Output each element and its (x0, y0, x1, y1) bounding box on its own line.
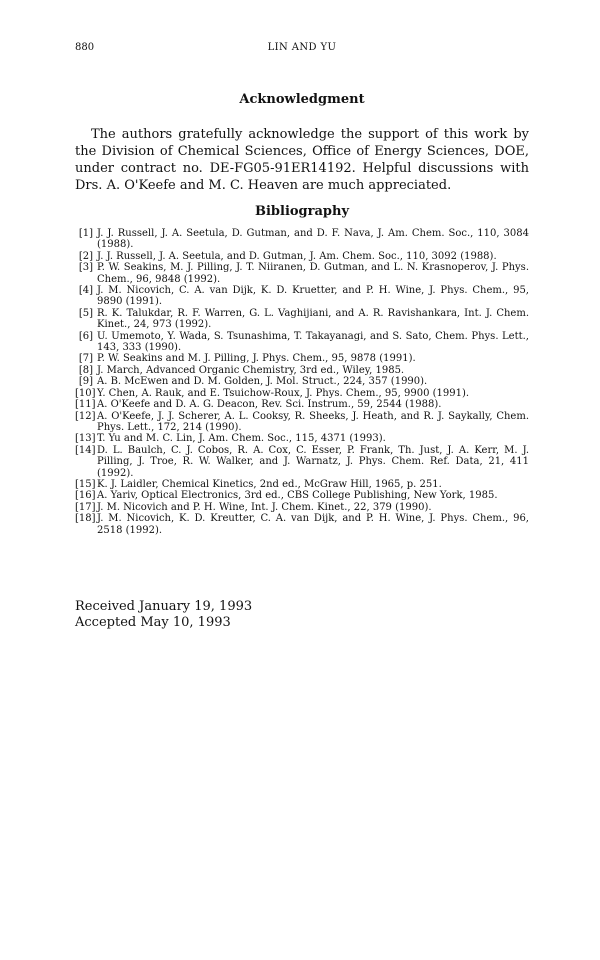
reference-text: J. J. Russell, J. A. Seetula, and D. Gutman, J. Am. Chem. Soc., 110, 3092 (1988). (97, 250, 497, 262)
reference-number: [4] (78, 285, 93, 297)
page-header (75, 42, 529, 58)
reference-text: J. J. Russell, J. A. Seetula, D. Gutman, and D. F. Nava, J. Am. Chem. Soc., 110, 3084 (1988). (97, 228, 529, 251)
bibliography-heading: Bibliography (254, 204, 350, 219)
reference-text: J. M. Nicovich, K. D. Kreutter, C. A. van Dijk, and P. H. Wine, J. Phys. Chem., 96, 2518 (1992). (97, 513, 529, 536)
reference-text: A. B. McEwen and D. M. Golden, J. Mol. Struct., 224, 357 (1990). (97, 376, 428, 388)
page-number: 880 (75, 42, 95, 53)
reference-item (75, 411, 529, 434)
reference-number: [14] (75, 444, 96, 456)
reference-text: P. W. Seakins, M. J. Pilling, J. T. Niiranen, D. Gutman, and L. N. Krasnoperov, J. Phys. Chem., 96, 9848 (1992). (97, 262, 529, 285)
reference-number: [6] (78, 330, 93, 342)
reference-number: [17] (75, 501, 96, 513)
reference-text: Y. Chen, A. Rauk, and E. Tsuichow-Roux, J. Phys. Chem., 95, 9900 (1991). (97, 387, 470, 399)
reference-list (75, 228, 529, 536)
reference-number: [13] (75, 433, 96, 445)
reference-item (75, 365, 529, 376)
reference-number: [1] (78, 228, 93, 239)
reference-text: U. Umemoto, Y. Wada, S. Tsunashima, T. Takayanagi, and S. Sato, Chem. Phys. Lett., 143, 333 (1990). (97, 330, 529, 354)
reference-text: A. Yariv, Optical Electronics, 3rd ed., CBS College Publishing, New York, 1985. (97, 490, 498, 502)
reference-item (75, 490, 529, 501)
reference-item (75, 433, 529, 444)
reference-text: T. Yu and M. C. Lin, J. Am. Chem. Soc., 115, 4371 (1993). (97, 433, 386, 445)
reference-number: [15] (75, 478, 96, 490)
reference-item (75, 376, 529, 387)
reference-text: A. O'Keefe and D. A. G. Deacon, Rev. Sci. Instrum., 59, 2544 (1988). (97, 399, 442, 411)
reference-text: J. M. Nicovich, C. A. van Dijk, K. D. Kruetter, and P. H. Wine, J. Phys. Chem., 95, 9890 (1991). (97, 285, 529, 308)
accepted-date: Accepted May 10, 1993 (75, 615, 231, 630)
reference-item (75, 388, 529, 399)
reference-number: [3] (78, 262, 93, 274)
reference-item (75, 479, 529, 490)
reference-text: A. O'Keefe, J. J. Scherer, A. L. Cooksy, R. Sheeks, J. Heath, and R. J. Saykally, Chem. Phys. Lett., 172, 214 (1990). (97, 410, 529, 433)
reference-item (75, 308, 529, 331)
reference-item (75, 251, 529, 262)
reference-number: [11] (75, 399, 96, 411)
reference-number: [16] (75, 490, 96, 502)
reference-text: K. J. Laidler, Chemical Kinetics, 2nd ed., McGraw Hill, 1965, p. 251. (97, 478, 442, 490)
reference-item (75, 228, 529, 251)
reference-number: [18] (75, 513, 96, 525)
reference-number: [9] (78, 376, 93, 388)
reference-text: R. K. Talukdar, R. F. Warren, G. L. Vaghijiani, and A. R. Ravishankara, Int. J. Chem. Kinet., 24, 973 (1992). (97, 307, 529, 331)
reference-item (75, 513, 529, 536)
reference-item (75, 445, 529, 479)
article-dates (75, 599, 252, 631)
reference-number: [8] (78, 364, 93, 376)
reference-item (75, 285, 529, 308)
reference-text: J. M. Nicovich and P. H. Wine, Int. J. Chem. Kinet., 22, 379 (1990). (97, 501, 432, 513)
reference-number: [12] (75, 410, 96, 422)
reference-item (75, 502, 529, 513)
reference-item (75, 262, 529, 285)
acknowledgment-text: The authors gratefully acknowledge the support of this work by the Division of Chemical Sciences, Office of Energy Sciences, DOE, under contract no. DE-FG05-91ER14192. Helpful discussions with Drs. A. O'Keefe and M. C. Heaven are much appreciated. (75, 127, 529, 193)
reference-item (75, 353, 529, 364)
acknowledgment-heading: Acknowledgment (239, 92, 365, 107)
reference-item (75, 399, 529, 410)
reference-text: J. March, Advanced Organic Chemistry, 3rd ed., Wiley, 1985. (97, 364, 405, 376)
reference-text: P. W. Seakins and M. J. Pilling, J. Phys. Chem., 95, 9878 (1991). (97, 353, 416, 365)
received-date: Received January 19, 1993 (75, 599, 253, 614)
reference-number: [5] (78, 307, 93, 319)
reference-number: [7] (78, 353, 93, 365)
reference-text: D. L. Baulch, C. J. Cobos, R. A. Cox, C. Esser, P. Frank, Th. Just, J. A. Kerr, M. J. Pilling, J. Troe, R. W. Walker, and J. Warnatz, J. Phys. Chem. Ref. Data, 21, 411 (1992). (97, 444, 529, 479)
reference-number: [10] (75, 387, 96, 399)
reference-item (75, 331, 529, 354)
running-head: LIN AND YU (267, 42, 337, 53)
reference-number: [2] (78, 250, 93, 262)
